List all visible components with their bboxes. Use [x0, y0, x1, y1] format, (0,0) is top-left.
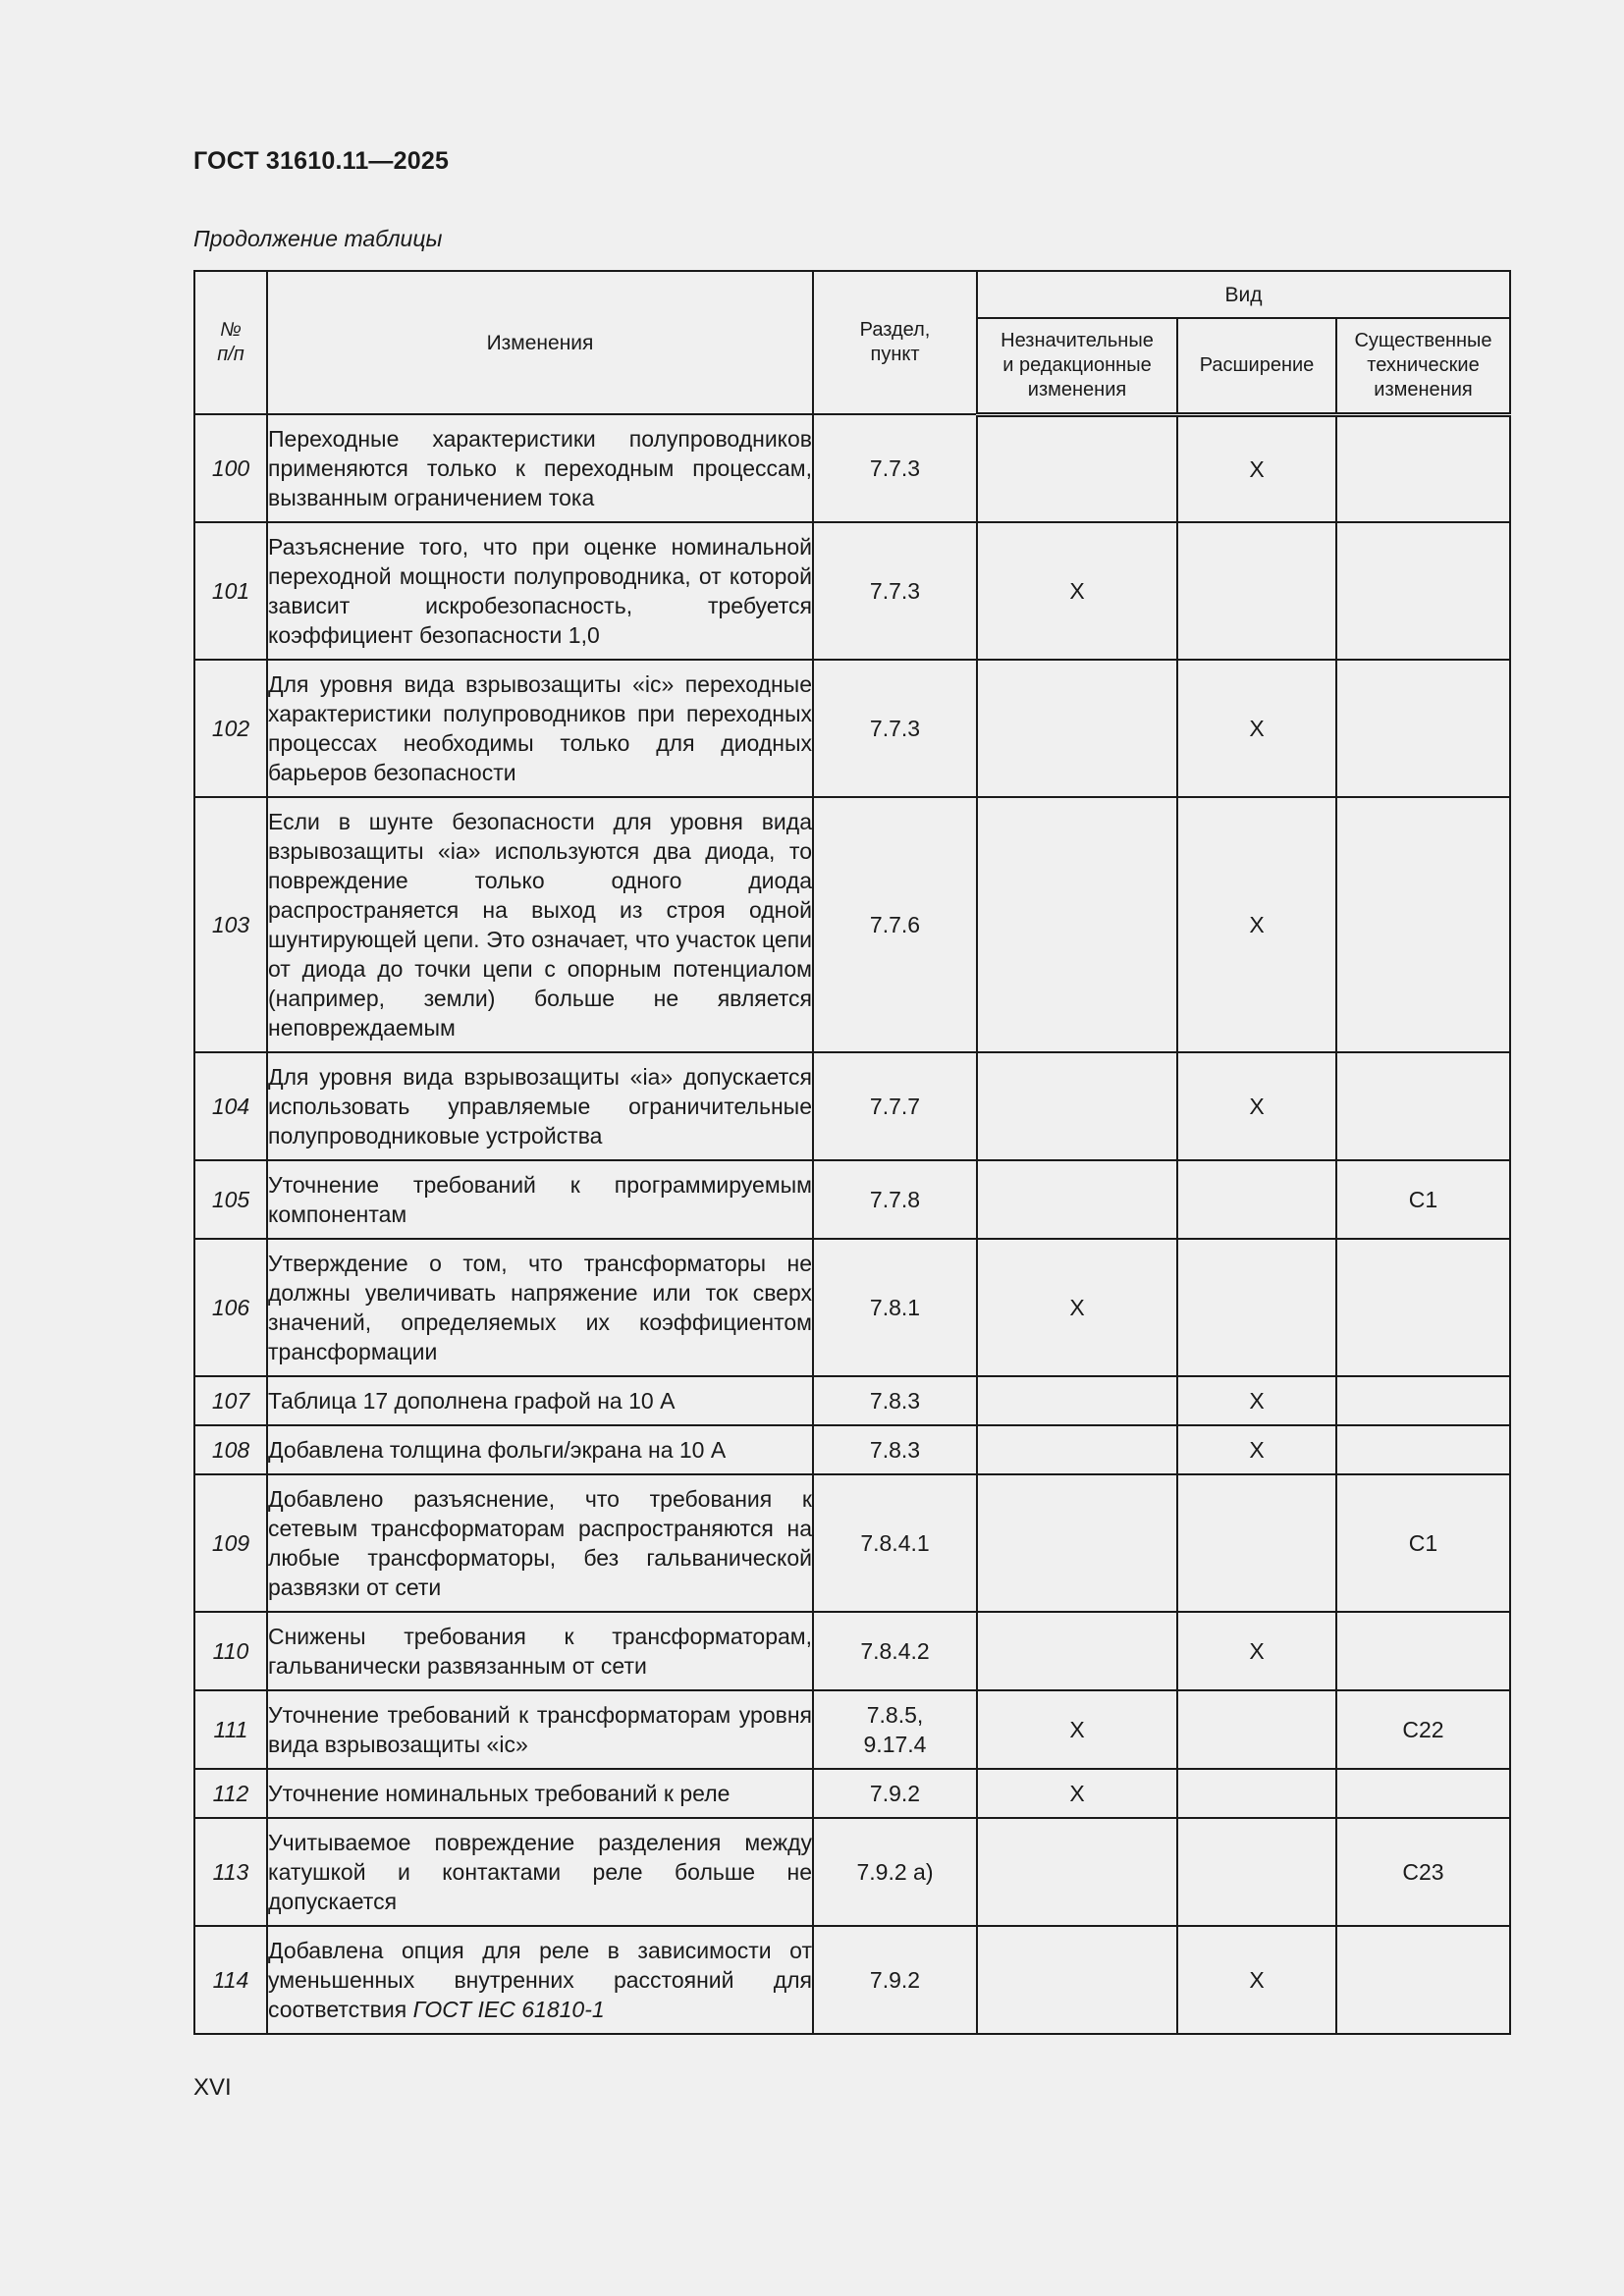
row-description: Утверждение о том, что трансформаторы не должны увеличивать напряжение или ток сверх значений, определяемых их коэффициентом трансформации [267, 1239, 813, 1376]
row-description: Учитываемое повреждение разделения между катушкой и контактами реле больше не допускается [267, 1818, 813, 1926]
row-description: Уточнение требований к программируемым компонентам [267, 1160, 813, 1239]
row-extension-mark [1177, 522, 1336, 660]
table-row [194, 1376, 1510, 1425]
row-number: 101 [194, 522, 267, 660]
row-number: 112 [194, 1769, 267, 1818]
row-section: 7.8.3 [813, 1425, 977, 1474]
row-number: 100 [194, 414, 267, 522]
table-row [194, 1612, 1510, 1690]
row-description: Уточнение требований к трансформаторам уровня вида взрывозащиты «ic» [267, 1690, 813, 1769]
row-description: Переходные характеристики полупроводников применяются только к переходным процессам, вызванным ограничением тока [267, 414, 813, 522]
table-row [194, 1769, 1510, 1818]
row-number: 105 [194, 1160, 267, 1239]
row-minor-mark [977, 1474, 1177, 1612]
row-description: Для уровня вида взрывозащиты «ic» переходные характеристики полупроводников при переходных процессах необходимы только для диодных барьеров безопасности [267, 660, 813, 797]
row-minor-mark [977, 1612, 1177, 1690]
row-section: 7.8.1 [813, 1239, 977, 1376]
row-extension-mark [1177, 1818, 1336, 1926]
row-extension-mark: X [1177, 414, 1336, 522]
row-description: Добавлена опция для реле в зависимости от уменьшенных внутренних расстояний для соответствия ГОСТ IEC 61810-1 [267, 1926, 813, 2034]
row-number: 110 [194, 1612, 267, 1690]
table-row [194, 660, 1510, 797]
row-extension-mark: X [1177, 797, 1336, 1052]
row-extension-mark: X [1177, 1926, 1336, 2034]
table-row [194, 1474, 1510, 1612]
row-major-mark [1336, 1376, 1510, 1425]
row-number: 106 [194, 1239, 267, 1376]
row-minor-mark [977, 1425, 1177, 1474]
row-major-mark [1336, 1052, 1510, 1160]
row-number: 108 [194, 1425, 267, 1474]
row-minor-mark [977, 414, 1177, 522]
table-row [194, 1239, 1510, 1376]
row-description: Для уровня вида взрывозащиты «ia» допускается использовать управляемые ограничительные полупроводниковые устройства [267, 1052, 813, 1160]
table-continuation-caption: Продолжение таблицы [193, 226, 443, 251]
row-section: 7.8.3 [813, 1376, 977, 1425]
row-extension-mark [1177, 1239, 1336, 1376]
row-extension-mark [1177, 1474, 1336, 1612]
row-major-mark [1336, 1926, 1510, 2034]
row-major-mark [1336, 660, 1510, 797]
header-minor: Незначительные и редакционные изменения [977, 318, 1177, 414]
row-number: 102 [194, 660, 267, 797]
row-description: Если в шунте безопасности для уровня вида взрывозащиты «ia» используются два диода, то повреждение только одного диода распространяется на выход из строя одной шунтирующей цепи. Это означает, что участок цепи от диода до точки цепи с опорным потенциалом (например, земли) больше не является неповреждаемым [267, 797, 813, 1052]
row-extension-mark [1177, 1690, 1336, 1769]
row-number: 111 [194, 1690, 267, 1769]
row-description: Добавлена толщина фольги/экрана на 10 А [267, 1425, 813, 1474]
table-row [194, 1425, 1510, 1474]
table-row [194, 414, 1510, 522]
row-section: 7.7.6 [813, 797, 977, 1052]
row-section: 7.9.2 [813, 1926, 977, 2034]
row-minor-mark: X [977, 1690, 1177, 1769]
row-minor-mark [977, 1926, 1177, 2034]
row-minor-mark [977, 660, 1177, 797]
row-number: 104 [194, 1052, 267, 1160]
table-row [194, 1052, 1510, 1160]
row-number: 107 [194, 1376, 267, 1425]
table-row [194, 522, 1510, 660]
table-body [194, 414, 1510, 2034]
table-header [194, 271, 1510, 414]
row-extension-mark [1177, 1769, 1336, 1818]
row-major-mark [1336, 1769, 1510, 1818]
row-major-mark: C1 [1336, 1474, 1510, 1612]
row-major-mark [1336, 1239, 1510, 1376]
table-row [194, 1690, 1510, 1769]
row-extension-mark: X [1177, 1612, 1336, 1690]
row-minor-mark [977, 1376, 1177, 1425]
table-row [194, 1160, 1510, 1239]
row-extension-mark: X [1177, 1052, 1336, 1160]
row-section: 7.7.7 [813, 1052, 977, 1160]
row-section: 7.7.3 [813, 522, 977, 660]
document-title: ГОСТ 31610.11—2025 [193, 147, 450, 175]
row-section: 7.7.8 [813, 1160, 977, 1239]
row-number: 114 [194, 1926, 267, 2034]
header-major: Существенные технические изменения [1336, 318, 1510, 414]
row-major-mark [1336, 414, 1510, 522]
row-extension-mark: X [1177, 1425, 1336, 1474]
row-description: Добавлено разъяснение, что требования к сетевым трансформаторам распространяются на любые трансформаторы, без гальванической развязки от сети [267, 1474, 813, 1612]
header-changes: Изменения [267, 271, 813, 414]
row-minor-mark [977, 797, 1177, 1052]
row-description: Уточнение номинальных требований к реле [267, 1769, 813, 1818]
row-number: 103 [194, 797, 267, 1052]
header-num: № п/п [194, 271, 267, 414]
table-row [194, 1926, 1510, 2034]
row-major-mark: C1 [1336, 1160, 1510, 1239]
row-minor-mark: X [977, 1239, 1177, 1376]
row-major-mark [1336, 797, 1510, 1052]
row-section: 7.9.2 a) [813, 1818, 977, 1926]
row-description: Таблица 17 дополнена графой на 10 А [267, 1376, 813, 1425]
row-description: Разъяснение того, что при оценке номинальной переходной мощности полупроводника, от которой зависит искробезопасность, требуется коэффициент безопасности 1,0 [267, 522, 813, 660]
row-major-mark [1336, 1425, 1510, 1474]
header-section: Раздел, пункт [813, 271, 977, 414]
row-major-mark [1336, 522, 1510, 660]
row-extension-mark: X [1177, 660, 1336, 797]
row-section: 7.7.3 [813, 414, 977, 522]
row-major-mark: C23 [1336, 1818, 1510, 1926]
table-row [194, 797, 1510, 1052]
row-number: 109 [194, 1474, 267, 1612]
changes-table [193, 270, 1511, 2035]
row-major-mark: C22 [1336, 1690, 1510, 1769]
row-extension-mark [1177, 1160, 1336, 1239]
table-row [194, 1818, 1510, 1926]
row-minor-mark [977, 1160, 1177, 1239]
row-minor-mark [977, 1818, 1177, 1926]
page-number: XVI [193, 2074, 232, 2101]
row-section: 7.9.2 [813, 1769, 977, 1818]
row-section: 7.8.4.2 [813, 1612, 977, 1690]
row-minor-mark: X [977, 1769, 1177, 1818]
row-minor-mark [977, 1052, 1177, 1160]
row-section: 7.8.5, 9.17.4 [813, 1690, 977, 1769]
row-section: 7.8.4.1 [813, 1474, 977, 1612]
row-number: 113 [194, 1818, 267, 1926]
row-description: Снижены требования к трансформаторам, гальванически развязанным от сети [267, 1612, 813, 1690]
row-minor-mark: X [977, 522, 1177, 660]
row-section: 7.7.3 [813, 660, 977, 797]
header-kind: Вид [977, 271, 1510, 318]
row-extension-mark: X [1177, 1376, 1336, 1425]
header-extension: Расширение [1177, 318, 1336, 414]
row-major-mark [1336, 1612, 1510, 1690]
standard-reference: ГОСТ IEC 61810-1 [412, 1997, 605, 2022]
